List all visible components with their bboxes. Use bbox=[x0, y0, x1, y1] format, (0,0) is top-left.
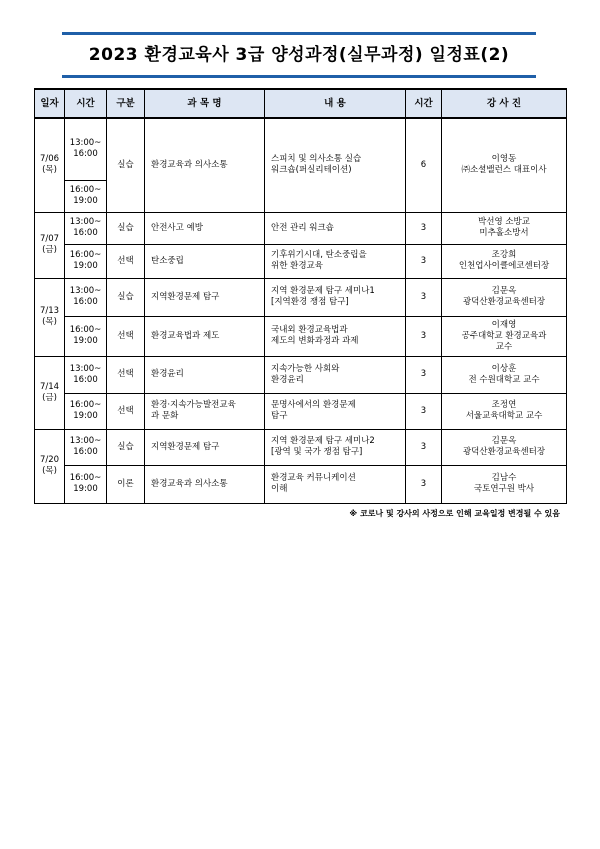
table-row bbox=[35, 244, 567, 278]
date-cell: 7/13 (목) bbox=[35, 278, 65, 356]
content-cell: 지역 환경문제 탐구 세미나1 [지역환경 쟁점 탐구] bbox=[265, 278, 406, 316]
time-cell: 13:00~ 16:00 bbox=[65, 356, 107, 393]
content-cell: 안전 관리 워크숍 bbox=[265, 212, 406, 244]
title-bottom-rule bbox=[62, 75, 536, 78]
time-cell: 13:00~ 16:00 bbox=[65, 278, 107, 316]
content-cell: 기후위기시대, 탄소중립을 위한 환경교육 bbox=[265, 244, 406, 278]
table-row bbox=[35, 356, 567, 393]
subject-cell: 안전사고 예방 bbox=[145, 212, 265, 244]
schedule-table bbox=[34, 88, 567, 504]
hours-cell: 3 bbox=[406, 465, 442, 503]
content-cell: 지속가능한 사회와 환경윤리 bbox=[265, 356, 406, 393]
table-row bbox=[35, 118, 567, 180]
time-cell: 16:00~ 19:00 bbox=[65, 316, 107, 356]
header-time: 시간 bbox=[65, 89, 107, 118]
content-cell: 스피치 및 의사소통 실습 워크숍(퍼실리테이션) bbox=[265, 118, 406, 212]
type-cell: 선택 bbox=[107, 316, 145, 356]
type-cell: 선택 bbox=[107, 356, 145, 393]
hours-cell: 3 bbox=[406, 212, 442, 244]
subject-cell: 환경교육법과 제도 bbox=[145, 316, 265, 356]
date-cell: 7/14 (금) bbox=[35, 356, 65, 429]
instructor-cell: 박선영 소방교 미추홀소방서 bbox=[442, 212, 567, 244]
table-row bbox=[35, 429, 567, 465]
hours-cell: 3 bbox=[406, 278, 442, 316]
title-box bbox=[62, 32, 536, 78]
page-title: 2023 환경교육사 3급 양성과정(실무과정) 일정표(2) bbox=[88, 45, 510, 65]
hours-cell: 3 bbox=[406, 356, 442, 393]
time-cell: 13:00~ 16:00 bbox=[65, 118, 107, 180]
header-subject: 과 목 명 bbox=[145, 89, 265, 118]
subject-cell: 지역환경문제 탐구 bbox=[145, 278, 265, 316]
schedule-change-note: ※ 코로나 및 강사의 사정으로 인해 교육일정 변경될 수 있음 bbox=[349, 509, 560, 518]
instructor-cell: 이상훈 전 수원대학교 교수 bbox=[442, 356, 567, 393]
type-cell: 이론 bbox=[107, 465, 145, 503]
date-cell: 7/06 (목) bbox=[35, 118, 65, 212]
type-cell: 실습 bbox=[107, 118, 145, 212]
time-cell: 13:00~ 16:00 bbox=[65, 429, 107, 465]
table-row bbox=[35, 316, 567, 356]
time-cell: 13:00~ 16:00 bbox=[65, 212, 107, 244]
content-cell: 문명사에서의 환경문제 탐구 bbox=[265, 393, 406, 429]
hours-cell: 3 bbox=[406, 429, 442, 465]
type-cell: 선택 bbox=[107, 244, 145, 278]
hours-cell: 3 bbox=[406, 316, 442, 356]
instructor-cell: 김남수 국토연구원 박사 bbox=[442, 465, 567, 503]
time-cell: 16:00~ 19:00 bbox=[65, 180, 107, 212]
type-cell: 선택 bbox=[107, 393, 145, 429]
instructor-cell: 이재영 공주대학교 환경교육과 교수 bbox=[442, 316, 567, 356]
title-top-rule bbox=[62, 32, 536, 35]
header-hours: 시간 bbox=[406, 89, 442, 118]
content-cell: 환경교육 커뮤니케이션 이해 bbox=[265, 465, 406, 503]
date-cell: 7/20 (목) bbox=[35, 429, 65, 503]
hours-cell: 3 bbox=[406, 393, 442, 429]
header-type: 구분 bbox=[107, 89, 145, 118]
hours-cell: 3 bbox=[406, 244, 442, 278]
instructor-cell: 이영동 ㈜소셜밸런스 대표이사 bbox=[442, 118, 567, 212]
type-cell: 실습 bbox=[107, 429, 145, 465]
header-content: 내 용 bbox=[265, 89, 406, 118]
subject-cell: 환경교육과 의사소통 bbox=[145, 118, 265, 212]
content-cell: 국내외 환경교육법과 제도의 변화과정과 과제 bbox=[265, 316, 406, 356]
subject-cell: 환경윤리 bbox=[145, 356, 265, 393]
table-row bbox=[35, 465, 567, 503]
subject-cell: 환경교육과 의사소통 bbox=[145, 465, 265, 503]
hours-cell: 6 bbox=[406, 118, 442, 212]
header-date: 일자 bbox=[35, 89, 65, 118]
type-cell: 실습 bbox=[107, 278, 145, 316]
time-cell: 16:00~ 19:00 bbox=[65, 244, 107, 278]
instructor-cell: 조강희 인천업사이클에코센터장 bbox=[442, 244, 567, 278]
date-cell: 7/07 (금) bbox=[35, 212, 65, 278]
subject-cell: 지역환경문제 탐구 bbox=[145, 429, 265, 465]
time-cell: 16:00~ 19:00 bbox=[65, 393, 107, 429]
instructor-cell: 조정연 서울교육대학교 교수 bbox=[442, 393, 567, 429]
instructor-cell: 김문옥 광덕산환경교육센터장 bbox=[442, 278, 567, 316]
instructor-cell: 김문옥 광덕산환경교육센터장 bbox=[442, 429, 567, 465]
table-row bbox=[35, 278, 567, 316]
header-instructor: 강 사 진 bbox=[442, 89, 567, 118]
subject-cell: 환경·지속가능발전교육 과 문화 bbox=[145, 393, 265, 429]
time-cell: 16:00~ 19:00 bbox=[65, 465, 107, 503]
content-cell: 지역 환경문제 탐구 세미나2 [광역 및 국가 쟁점 탐구] bbox=[265, 429, 406, 465]
type-cell: 실습 bbox=[107, 212, 145, 244]
table-row bbox=[35, 393, 567, 429]
subject-cell: 탄소중립 bbox=[145, 244, 265, 278]
header-row bbox=[35, 89, 567, 118]
table-row bbox=[35, 212, 567, 244]
